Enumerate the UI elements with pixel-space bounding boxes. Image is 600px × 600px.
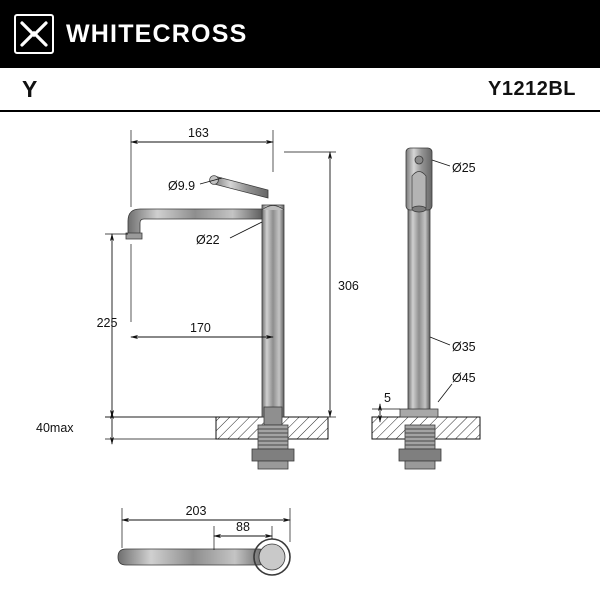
model-code: Y1212BL <box>488 78 576 100</box>
dim-170 <box>131 244 273 337</box>
dim-d22 <box>196 222 262 247</box>
brand-name: WHITECROSS <box>66 19 248 48</box>
dim-d22-label: Ø22 <box>196 233 220 247</box>
shank-side <box>399 425 441 469</box>
technical-drawing <box>0 112 600 600</box>
dim-203-label: 203 <box>185 504 207 518</box>
dim-306 <box>284 152 359 417</box>
dim-40max-label: 40max <box>36 421 74 435</box>
front-view <box>36 126 359 469</box>
dim-306-label: 306 <box>338 279 359 293</box>
x-cross-logo-icon <box>14 14 54 54</box>
dim-225-label: 225 <box>96 316 118 330</box>
dim-d45-label: Ø45 <box>452 371 476 385</box>
shank-front <box>252 407 294 469</box>
dim-203 <box>122 504 290 548</box>
dim-170-label: 170 <box>190 321 211 335</box>
dim-5 <box>372 391 400 422</box>
brand-header <box>0 0 600 68</box>
dim-d25-label: Ø25 <box>452 161 476 175</box>
dim-88-label: 88 <box>236 520 250 534</box>
top-view <box>118 504 290 575</box>
dim-d99 <box>168 178 222 193</box>
dim-d35-label: Ø35 <box>452 340 476 354</box>
side-view <box>372 148 480 469</box>
dim-d99-label: Ø9.9 <box>168 179 196 193</box>
dim-d35 <box>430 337 476 354</box>
dim-d25 <box>432 160 476 175</box>
spout-front <box>126 209 262 239</box>
series-label: Y <box>22 76 38 102</box>
dim-163-label: 163 <box>188 126 209 140</box>
dim-88 <box>214 520 272 550</box>
dim-163 <box>131 126 273 207</box>
dim-40max <box>36 412 216 444</box>
dim-d45 <box>438 371 476 402</box>
dim-5-label: 5 <box>384 391 391 405</box>
title-row <box>0 68 600 112</box>
